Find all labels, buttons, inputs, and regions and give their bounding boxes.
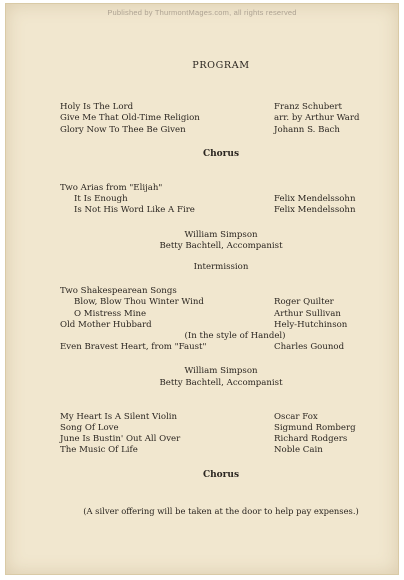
piece-title: My Heart Is A Silent Violin	[60, 411, 178, 422]
composer: Sigmund Romberg	[274, 423, 356, 434]
program-item	[60, 297, 382, 308]
piece-title: Song Of Love	[60, 423, 119, 434]
program-item	[60, 205, 382, 216]
program-title: PROGRAM	[192, 60, 250, 71]
program-item	[60, 194, 382, 205]
accompanist-name: Betty Bachtell, Accompanist	[159, 240, 283, 251]
composer: Oscar Fox	[274, 411, 318, 422]
composer: Felix Mendelssohn	[274, 194, 356, 205]
program-item	[60, 113, 382, 124]
composer: Charles Gounod	[274, 342, 345, 353]
arias-heading: Two Arias from "Elijah"	[60, 183, 163, 194]
program-item	[60, 342, 382, 353]
piece-title: Old Mother Hubbard	[60, 319, 152, 330]
composer: Franz Schubert	[274, 102, 342, 113]
piece-title: O Mistress Mine	[74, 308, 147, 319]
composer: Johann S. Bach	[274, 124, 340, 135]
performer-name: William Simpson	[184, 366, 258, 377]
program-item	[60, 320, 382, 331]
accompanist-name: Betty Bachtell, Accompanist	[159, 377, 283, 388]
composer: Felix Mendelssohn	[274, 205, 356, 216]
chorus-heading: Chorus	[202, 148, 240, 159]
piece-title: June Is Bustin' Out All Over	[60, 434, 181, 445]
shakespeare-heading: Two Shakespearean Songs	[60, 286, 177, 297]
watermark: Published by ThurmontMages.com, all rights reserved	[107, 8, 297, 17]
piece-note: (In the style of Handel)	[184, 331, 286, 342]
piece-title: Is Not His Word Like A Fire	[74, 205, 195, 216]
composer: Roger Quilter	[274, 297, 334, 308]
program-content	[60, 60, 382, 517]
piece-title: The Music Of Life	[60, 445, 138, 456]
program-item	[60, 423, 382, 434]
program-item	[60, 309, 382, 320]
program-item	[60, 445, 382, 456]
intermission-heading: Intermission	[193, 262, 249, 273]
composer: Richard Rodgers	[274, 434, 348, 445]
program-item	[60, 434, 382, 445]
piece-title: Holy Is The Lord	[60, 102, 134, 113]
offering-note: (A silver offering will be taken at the door to help pay expenses.)	[83, 505, 359, 516]
composer: Hely-Hutchinson	[274, 319, 348, 330]
piece-title: It Is Enough	[74, 194, 128, 205]
program-item	[60, 102, 382, 113]
piece-title: Give Me That Old-Time Religion	[60, 113, 200, 124]
chorus-heading: Chorus	[202, 469, 240, 480]
piece-title: Blow, Blow Thou Winter Wind	[74, 297, 204, 308]
composer: Noble Cain	[274, 445, 323, 456]
piece-title: Even Bravest Heart, from "Faust"	[60, 342, 207, 353]
program-item	[60, 125, 382, 136]
composer: arr. by Arthur Ward	[274, 113, 360, 124]
performer-name: William Simpson	[184, 229, 258, 240]
program-page	[5, 3, 399, 575]
composer: Arthur Sullivan	[274, 308, 341, 319]
program-item	[60, 412, 382, 423]
piece-title: Glory Now To Thee Be Given	[60, 124, 186, 135]
